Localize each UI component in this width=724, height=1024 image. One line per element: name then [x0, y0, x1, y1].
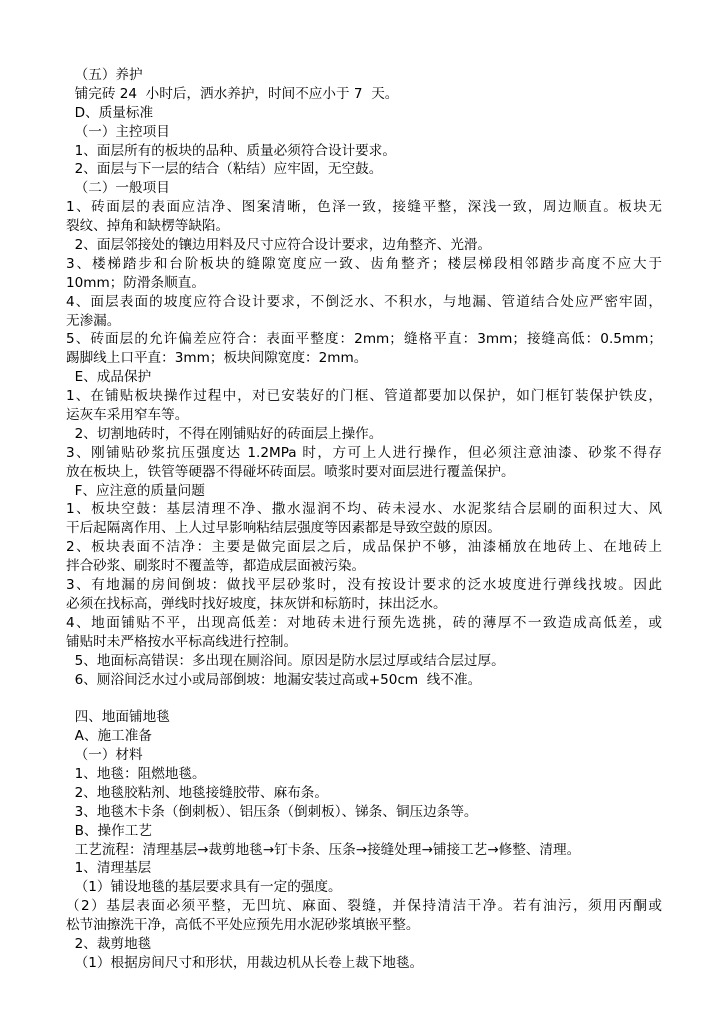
text-line: 铺贴时未严格按水平标高线进行控制。 — [66, 633, 298, 650]
text-line: 2、面层与下一层的结合（粘结）应牢固，无空鼓。 — [66, 161, 383, 178]
text-line: （一）材料 — [66, 747, 143, 764]
text-line: F、应注意的质量问题 — [66, 482, 205, 499]
text-line: 必须在找标高，弹线时找好坡度，抹灰饼和标筋时，抹出泛水。 — [66, 595, 447, 612]
text-line: 铺完砖 24 小时后，洒水养护，时间不应小于 7 天。 — [66, 85, 399, 102]
text-line: 1、面层所有的板块的品种、质量必须符合设计要求。 — [66, 142, 396, 159]
text-line: 3、有地漏的房间倒坡：做找平层砂浆时，没有按设计要求的泛水坡度进行弹线找坡。因此 — [66, 577, 662, 594]
text-line: （1）铺设地毯的基层要求具有一定的强度。 — [66, 879, 342, 896]
text-line: 5、地面标高错误：多出现在厕浴间。原因是防水层过厚或结合层过厚。 — [66, 652, 505, 669]
text-line: B、操作工艺 — [66, 822, 152, 839]
text-line: 4、地面铺贴不平，出现高低差：对地砖未进行预先选挑，砖的薄厚不一致造成高低差，或 — [66, 614, 662, 631]
text-line: 1、板块空鼓：基层清理不净、撒水湿润不均、砖未浸水、水泥浆结合层刷的面积过大、风 — [66, 501, 662, 518]
text-line: 1、地毯：阻燃地毯。 — [66, 765, 206, 782]
text-line: 1、在铺贴板块操作过程中，对已安装好的门框、管道都要加以保护，如门框钉装保护铁皮， — [66, 388, 662, 405]
text-line: 运灰车采用窄车等。 — [66, 407, 189, 424]
text-line: 4、面层表面的坡度应符合设计要求，不倒泛水、不积水，与地漏、管道结合处应严密牢固， — [66, 293, 662, 310]
text-line: （五）养护 — [66, 67, 143, 83]
text-line: D、质量标准 — [66, 104, 154, 121]
text-line: 2、面层邻接处的镶边用料及尺寸应符合设计要求，边角整齐、光滑。 — [66, 237, 492, 254]
text-line: 2、板块表面不洁净：主要是做完面层之后，成品保护不够，油漆桶放在地砖上、在地砖上 — [66, 539, 662, 556]
text-line: 松节油擦洗干净，高低不平处应预先用水泥砂浆填嵌平整。 — [66, 917, 420, 934]
text-line: 2、地毯胶粘剂、地毯接缝胶带、麻布条。 — [66, 784, 328, 801]
text-line: 放在板块上，铁管等硬器不得碰坏砖面层。喷浆时要对面层进行覆盖保护。 — [66, 463, 515, 480]
text-line: 3、楼梯踏步和台阶板块的缝隙宽度应一致、齿角整齐；楼层梯段相邻踏步高度不应大于 — [66, 255, 662, 272]
document-page — [66, 66, 662, 973]
text-line: 10mm；防滑条顺直。 — [66, 274, 205, 291]
text-line: 5、砖面层的允许偏差应符合：表面平整度：2mm；缝格平直：3mm；接缝高低：0.5mm； — [66, 331, 662, 348]
text-line: （2）基层表面必须平整，无凹坑、麻面、裂缝，并保持清洁干净。若有油污，须用丙酮或 — [66, 898, 662, 915]
text-line: （二）一般项目 — [66, 180, 170, 197]
text-line: 无渗漏。 — [66, 312, 121, 329]
text-line: （1）根据房间尺寸和形状，用裁边机从长卷上裁下地毯。 — [66, 954, 424, 971]
text-line: 拌合砂浆、刷浆时不覆盖等，都造成层面被污染。 — [66, 558, 366, 575]
text-line: A、施工准备 — [66, 728, 152, 745]
text-line: 工艺流程：清理基层→裁剪地毯→钉卡条、压条→接缝处理→铺接工艺→修整、清理。 — [66, 841, 581, 858]
text-line: 干后起隔离作用、上人过早影响粘结层强度等因素都是导致空鼓的原因。 — [66, 520, 501, 537]
text-line: E、成品保护 — [66, 369, 152, 386]
text-line: 2、切割地砖时，不得在刚铺贴好的砖面层上操作。 — [66, 425, 383, 442]
text-line: 3、地毯木卡条（倒刺板）、铝压条（倒刺板）、锑条、铜压边条等。 — [66, 803, 478, 820]
text-line: （一）主控项目 — [66, 123, 170, 140]
text-line: 6、厕浴间泛水过小或局部倒坡：地漏安装过高或+50cm 线不准。 — [66, 671, 482, 688]
text-line: 1、砖面层的表面应洁净、图案清晰，色泽一致，接缝平整，深浅一致，周边顺直。板块无 — [66, 199, 662, 216]
blank-line — [66, 689, 662, 708]
text-line: 踢脚线上口平直：3mm；板块间隙宽度：2mm。 — [66, 350, 368, 367]
text-line: 3、刚铺贴砂浆抗压强度达 1.2MPa 时，方可上人进行操作，但必须注意油漆、砂浆不得存 — [66, 444, 662, 461]
text-line: 裂纹、掉角和缺楞等缺陷。 — [66, 218, 230, 235]
text-line: 1、清理基层 — [66, 860, 152, 877]
text-line: 2、裁剪地毯 — [66, 935, 152, 952]
text-line: 四、地面铺地毯 — [66, 709, 170, 726]
